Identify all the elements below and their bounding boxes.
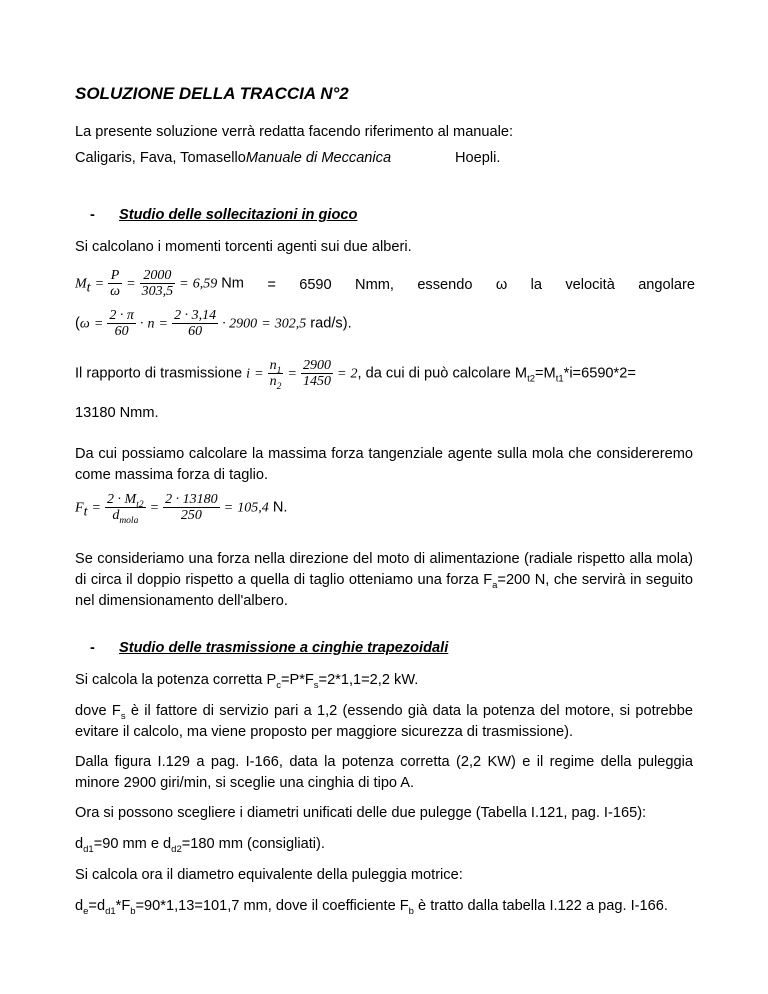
math-term: · 2900	[222, 316, 258, 332]
paragraph: Si calcola la potenza corretta $P_c=P*F_s=2*1,1=2,2$ kW.	[75, 672, 419, 691]
fraction: $\frac{2 \cdot \pi}{60}$	[109, 308, 134, 339]
section-heading-text: Studio delle trasmissione a cinghie trapezoidali	[119, 640, 449, 656]
text: Il rapporto di trasmissione	[75, 365, 243, 382]
unit: N.	[272, 499, 288, 516]
text: angolare	[638, 277, 695, 293]
math-symbol: F	[75, 500, 84, 516]
fraction: $\frac{2 \cdot M_{t2}}{d_{mola}}$	[107, 492, 144, 526]
unit: Nm	[221, 275, 244, 292]
bullet-dash: -	[90, 207, 95, 223]
text: velocità	[565, 277, 615, 293]
reference-authors: Caligaris, Fava, Tomasello	[75, 150, 246, 166]
text: , da cui di può calcolare M	[357, 365, 528, 382]
paragraph: Dalla figura I.129 a pag. I-166, data la potenza corretta (2,2 KW) e il regime della puleggia minore 2900 giri/min, si sceglie una cinghia di tipo A.	[75, 754, 693, 791]
bullet-dash: -	[90, 640, 95, 656]
reference-book: Manuale di Meccanica	[245, 150, 392, 166]
section-heading-text: Studio delle sollecitazioni in gioco	[119, 207, 358, 223]
unit: rad/s).	[310, 315, 352, 332]
text: =	[267, 277, 276, 293]
fraction: $\frac{2 \cdot 13180}{250}$	[165, 492, 218, 523]
paragraph: 13180 Nmm.	[75, 405, 159, 421]
page-title: SOLUZIONE DELLA TRACCIA N°2	[75, 84, 349, 103]
fraction: $\frac{2000}{303,5}$	[141, 268, 174, 299]
equation-ratio: Il rapporto di trasmissione i = $\frac{n_1}{n_2}$ = $\frac{2900}{1450}$ = 2, da cui di può calcolare $M_{t2}=M_{t1}*i=6590*2=$	[75, 358, 636, 392]
paragraph: Da cui possiamo calcolare la massima forza tangenziale agente sulla mola che considereremo come massima forza di taglio.	[75, 446, 693, 483]
paragraph: Ora si possono scegliere i diametri unificati delle due pulegge (Tabella I.121, pag. I-165):	[75, 805, 647, 821]
equation-omega: (ω = $\frac{2 \cdot \pi}{60}$ · n = $\frac{2 \cdot 3,14}{60}$ · 2900 = 302,5 rad/s).	[75, 308, 352, 339]
math-symbol: n	[147, 316, 155, 332]
text: la	[530, 277, 542, 293]
paragraph: Si calcolano i momenti torcenti agenti sui due alberi.	[75, 239, 412, 255]
reference-publisher: Hoepli.	[455, 150, 501, 166]
math-subscript: t	[86, 280, 91, 296]
math-result: 2	[350, 366, 358, 382]
equation-ft: $F_t$ = $\frac{2 \cdot M_{t2}}{d_{mola}}$ = $\frac{2 \cdot 13180}{250}$ = 105,4 N.	[75, 492, 288, 526]
text: 6590	[299, 277, 332, 293]
reference-line	[75, 148, 693, 169]
fraction: $\frac{n_1}{n_2}$	[269, 358, 282, 392]
fraction: $\frac{2 \cdot 3,14}{60}$	[174, 308, 217, 339]
text: (	[75, 315, 80, 332]
paragraph: $d_{d1}=90$ mm e $d_{d2}=180$ mm (consigliati).	[75, 836, 325, 855]
math-symbol: i	[246, 366, 251, 382]
math-symbol: ω	[79, 316, 90, 332]
text: Nmm,	[355, 277, 394, 293]
paragraph: dove $F_s$ è il fattore di servizio pari a 1,2 (essendo già data la potenza del motore, si potrebbe evitare il calcolo, ma viene proposto per maggiore sicurezza di trasmissione).	[75, 703, 693, 740]
math-result: 302,5	[274, 316, 307, 332]
fraction: $\frac{P}{\omega}$	[110, 268, 121, 299]
section-heading-1	[90, 207, 357, 223]
math-result: 105,4	[237, 500, 269, 516]
equation-mt: $M_t$ = $\frac{P}{\omega}$ = $\frac{2000}{303,5}$ = 6,59 Nm = 6590 Nmm, essendo ω la velocità angolare	[75, 268, 695, 299]
math-result: 6,59	[192, 276, 218, 292]
text: ω	[495, 277, 508, 293]
paragraph: $d_e=d_{d1}*F_b=90*1,13=101,7$ mm, dove il coefficiente $F_b$ è tratto dalla tabella I.122 a pag. I-166.	[75, 898, 668, 917]
paragraph: Se consideriamo una forza nella direzione del moto di alimentazione (radiale rispetto alla mola) di circa il doppio rispetto a quella di taglio otteniamo una forza $F_a=200$ N, che servirà in seguito nel dimensionamento dell'albero.	[75, 551, 693, 609]
section-heading-2	[90, 640, 448, 656]
text: essendo	[417, 277, 473, 293]
fraction: $\frac{2900}{1450}$	[302, 358, 331, 389]
math-symbol: M	[75, 276, 87, 292]
intro-text: La presente soluzione verrà redatta facendo riferimento al manuale:	[75, 124, 514, 140]
paragraph: Si calcola ora il diametro equivalente della puleggia motrice:	[75, 867, 463, 883]
